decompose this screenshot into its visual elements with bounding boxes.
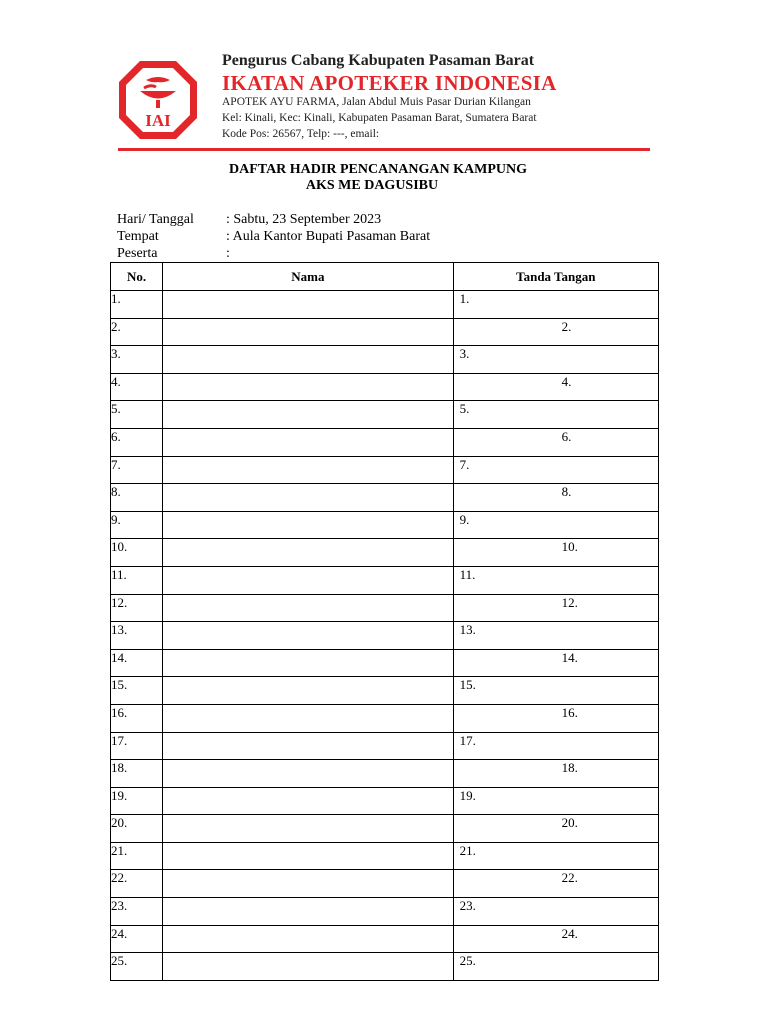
row-number: 14. (111, 649, 163, 677)
table-row (111, 787, 659, 815)
signature-cell[interactable]: 20. (453, 815, 658, 843)
row-number: 24. (111, 925, 163, 953)
row-number: 20. (111, 815, 163, 843)
signature-cell[interactable]: 9. (453, 511, 658, 539)
name-cell[interactable] (163, 511, 454, 539)
row-number: 13. (111, 622, 163, 650)
row-number: 17. (111, 732, 163, 760)
name-cell[interactable] (163, 484, 454, 512)
name-cell[interactable] (163, 760, 454, 788)
row-number: 11. (111, 566, 163, 594)
info-value-place: : Aula Kantor Bupati Pasaman Barat (226, 229, 431, 244)
name-cell[interactable] (163, 622, 454, 650)
table-row (111, 898, 659, 926)
table-row (111, 594, 659, 622)
signature-cell[interactable]: 7. (453, 456, 658, 484)
signature-cell[interactable]: 6. (453, 428, 658, 456)
table-row (111, 870, 659, 898)
table-row (111, 677, 659, 705)
name-cell[interactable] (163, 649, 454, 677)
row-number: 15. (111, 677, 163, 705)
table-row (111, 456, 659, 484)
name-cell[interactable] (163, 787, 454, 815)
row-number: 23. (111, 898, 163, 926)
table-row (111, 484, 659, 512)
name-cell[interactable] (163, 898, 454, 926)
signature-cell[interactable]: 18. (453, 760, 658, 788)
org-subtitle: Pengurus Cabang Kabupaten Pasaman Barat (222, 52, 535, 69)
header-name: Nama (163, 263, 454, 291)
row-number: 25. (111, 953, 163, 981)
row-number: 6. (111, 428, 163, 456)
document-title-line-2: AKS ME DAGUSIBU (305, 178, 439, 193)
row-number: 5. (111, 401, 163, 429)
table-row (111, 291, 659, 319)
address-line-3: Kode Pos: 26567, Telp: ---, email: (222, 128, 380, 140)
table-row (111, 346, 659, 374)
table-row (111, 732, 659, 760)
info-label-date: Hari/ Tanggal (117, 212, 194, 227)
name-cell[interactable] (163, 677, 454, 705)
table-row (111, 649, 659, 677)
info-label-participants: Peserta (117, 246, 158, 261)
table-row (111, 539, 659, 567)
signature-cell[interactable]: 22. (453, 870, 658, 898)
row-number: 21. (111, 842, 163, 870)
name-cell[interactable] (163, 456, 454, 484)
table-row (111, 622, 659, 650)
table-header-row (111, 263, 659, 291)
table-row (111, 842, 659, 870)
name-cell[interactable] (163, 401, 454, 429)
signature-cell[interactable]: 23. (453, 898, 658, 926)
table-row (111, 704, 659, 732)
name-cell[interactable] (163, 539, 454, 567)
row-number: 7. (111, 456, 163, 484)
info-value-participants: : (226, 246, 230, 261)
info-value-date: : Sabtu, 23 September 2023 (226, 212, 382, 227)
signature-cell[interactable]: 17. (453, 732, 658, 760)
signature-cell[interactable]: 2. (453, 318, 658, 346)
row-number: 19. (111, 787, 163, 815)
row-number: 9. (111, 511, 163, 539)
table-row (111, 925, 659, 953)
name-cell[interactable] (163, 428, 454, 456)
name-cell[interactable] (163, 594, 454, 622)
row-number: 4. (111, 373, 163, 401)
table-row (111, 373, 659, 401)
iai-logo-icon (116, 58, 200, 142)
name-cell[interactable] (163, 291, 454, 319)
signature-cell[interactable]: 14. (453, 649, 658, 677)
signature-cell[interactable]: 5. (453, 401, 658, 429)
table-row (111, 566, 659, 594)
address-line-1: APOTEK AYU FARMA, Jalan Abdul Muis Pasar Durian Kilangan (222, 96, 531, 108)
name-cell[interactable] (163, 346, 454, 374)
document-title-line-1: DAFTAR HADIR PENCANANGAN KAMPUNG (229, 162, 527, 177)
signature-cell[interactable]: 1. (453, 291, 658, 319)
signature-cell[interactable]: 3. (453, 346, 658, 374)
name-cell[interactable] (163, 870, 454, 898)
table-row (111, 428, 659, 456)
signature-cell[interactable]: 15. (453, 677, 658, 705)
table-row (111, 401, 659, 429)
signature-cell[interactable]: 21. (453, 842, 658, 870)
name-cell[interactable] (163, 373, 454, 401)
name-cell[interactable] (163, 815, 454, 843)
signature-cell[interactable]: 16. (453, 704, 658, 732)
name-cell[interactable] (163, 566, 454, 594)
name-cell[interactable] (163, 704, 454, 732)
signature-cell[interactable]: 19. (453, 787, 658, 815)
table-row (111, 953, 659, 981)
table-row (111, 760, 659, 788)
row-number: 10. (111, 539, 163, 567)
name-cell[interactable] (163, 732, 454, 760)
row-number: 16. (111, 704, 163, 732)
signature-cell[interactable]: 11. (453, 566, 658, 594)
org-name: IKATAN APOTEKER INDONESIA (222, 71, 557, 95)
header-signature: Tanda Tangan (453, 263, 658, 291)
table-row (111, 815, 659, 843)
row-number: 22. (111, 870, 163, 898)
attendance-table (110, 262, 659, 981)
row-number: 3. (111, 346, 163, 374)
row-number: 12. (111, 594, 163, 622)
signature-cell[interactable]: 8. (453, 484, 658, 512)
signature-cell[interactable]: 4. (453, 373, 658, 401)
header-no: No. (111, 263, 163, 291)
logo-text: IAI (145, 111, 171, 130)
table-row (111, 511, 659, 539)
signature-cell[interactable]: 13. (453, 622, 658, 650)
name-cell[interactable] (163, 925, 454, 953)
signature-cell[interactable]: 10. (453, 539, 658, 567)
row-number: 1. (111, 291, 163, 319)
name-cell[interactable] (163, 318, 454, 346)
row-number: 18. (111, 760, 163, 788)
signature-cell[interactable]: 12. (453, 594, 658, 622)
row-number: 2. (111, 318, 163, 346)
letterhead-divider (118, 148, 650, 151)
signature-cell[interactable]: 24. (453, 925, 658, 953)
info-label-place: Tempat (117, 229, 159, 244)
address-line-2: Kel: Kinali, Kec: Kinali, Kabupaten Pasaman Barat, Sumatera Barat (222, 112, 537, 124)
name-cell[interactable] (163, 842, 454, 870)
signature-cell[interactable]: 25. (453, 953, 658, 981)
name-cell[interactable] (163, 953, 454, 981)
row-number: 8. (111, 484, 163, 512)
table-row (111, 318, 659, 346)
